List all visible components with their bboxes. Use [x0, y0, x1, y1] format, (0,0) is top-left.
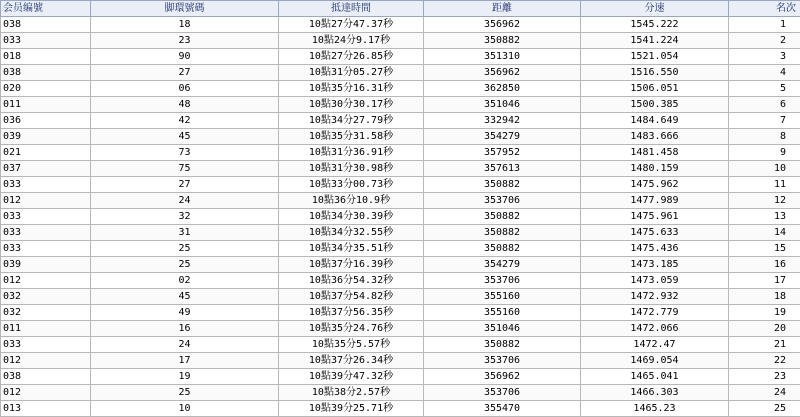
cell-rank: 16 [729, 257, 800, 273]
cell-member: 038 [1, 17, 91, 33]
cell-speed: 1541.224 [581, 33, 729, 49]
cell-rank: 8 [729, 129, 800, 145]
cell-member: 033 [1, 177, 91, 193]
cell-distance: 355160 [424, 289, 581, 305]
cell-member: 038 [1, 369, 91, 385]
cell-member: 020 [1, 81, 91, 97]
cell-speed: 1545.222 [581, 17, 729, 33]
cell-ring: 49 [91, 305, 279, 321]
cell-member: 033 [1, 241, 91, 257]
cell-member: 032 [1, 305, 91, 321]
table-row[interactable] [1, 369, 800, 385]
table-row[interactable] [1, 33, 800, 49]
cell-speed: 1481.458 [581, 145, 729, 161]
cell-member: 039 [1, 129, 91, 145]
cell-time: 10點31分30.98秒 [279, 161, 424, 177]
table-row[interactable] [1, 337, 800, 353]
cell-member: 013 [1, 401, 91, 417]
cell-distance: 354279 [424, 257, 581, 273]
cell-rank: 14 [729, 225, 800, 241]
cell-speed: 1472.779 [581, 305, 729, 321]
cell-rank: 5 [729, 81, 800, 97]
cell-time: 10點35分31.58秒 [279, 129, 424, 145]
cell-ring: 25 [91, 257, 279, 273]
cell-time: 10點34分32.55秒 [279, 225, 424, 241]
cell-rank: 6 [729, 97, 800, 113]
cell-ring: 45 [91, 289, 279, 305]
cell-distance: 350882 [424, 337, 581, 353]
cell-member: 021 [1, 145, 91, 161]
cell-speed: 1477.989 [581, 193, 729, 209]
table-row[interactable] [1, 225, 800, 241]
table-row[interactable] [1, 289, 800, 305]
cell-distance: 354279 [424, 129, 581, 145]
table-row[interactable] [1, 273, 800, 289]
cell-speed: 1475.961 [581, 209, 729, 225]
cell-time: 10點33分00.73秒 [279, 177, 424, 193]
cell-time: 10點27分47.37秒 [279, 17, 424, 33]
cell-time: 10點27分26.85秒 [279, 49, 424, 65]
column-header-time[interactable]: 抵達時間 [279, 1, 424, 17]
cell-member: 036 [1, 113, 91, 129]
table-row[interactable] [1, 145, 800, 161]
cell-member: 011 [1, 321, 91, 337]
cell-speed: 1500.385 [581, 97, 729, 113]
cell-member: 033 [1, 337, 91, 353]
cell-distance: 353706 [424, 193, 581, 209]
cell-distance: 350882 [424, 225, 581, 241]
cell-distance: 357952 [424, 145, 581, 161]
cell-ring: 73 [91, 145, 279, 161]
cell-ring: 24 [91, 193, 279, 209]
cell-distance: 353706 [424, 385, 581, 401]
table-row[interactable] [1, 113, 800, 129]
cell-member: 037 [1, 161, 91, 177]
cell-ring: 06 [91, 81, 279, 97]
cell-ring: 25 [91, 385, 279, 401]
cell-speed: 1473.059 [581, 273, 729, 289]
table-row[interactable] [1, 81, 800, 97]
table-row[interactable] [1, 353, 800, 369]
cell-rank: 2 [729, 33, 800, 49]
cell-time: 10點34分30.39秒 [279, 209, 424, 225]
cell-speed: 1521.054 [581, 49, 729, 65]
cell-member: 011 [1, 97, 91, 113]
cell-ring: 18 [91, 17, 279, 33]
table-row[interactable] [1, 97, 800, 113]
table-row[interactable] [1, 257, 800, 273]
cell-rank: 7 [729, 113, 800, 129]
cell-rank: 23 [729, 369, 800, 385]
cell-ring: 75 [91, 161, 279, 177]
cell-time: 10點34分35.51秒 [279, 241, 424, 257]
cell-speed: 1465.23 [581, 401, 729, 417]
cell-ring: 48 [91, 97, 279, 113]
cell-rank: 21 [729, 337, 800, 353]
cell-ring: 02 [91, 273, 279, 289]
cell-rank: 17 [729, 273, 800, 289]
cell-speed: 1473.185 [581, 257, 729, 273]
cell-time: 10點35分24.76秒 [279, 321, 424, 337]
cell-ring: 42 [91, 113, 279, 129]
table-row[interactable] [1, 129, 800, 145]
cell-speed: 1483.666 [581, 129, 729, 145]
cell-member: 033 [1, 209, 91, 225]
table-row[interactable] [1, 305, 800, 321]
cell-distance: 350882 [424, 209, 581, 225]
table-row[interactable] [1, 209, 800, 225]
cell-rank: 9 [729, 145, 800, 161]
cell-distance: 357613 [424, 161, 581, 177]
table-row[interactable] [1, 241, 800, 257]
cell-ring: 17 [91, 353, 279, 369]
table-row[interactable] [1, 385, 800, 401]
cell-rank: 12 [729, 193, 800, 209]
cell-rank: 1 [729, 17, 800, 33]
cell-distance: 350882 [424, 177, 581, 193]
cell-speed: 1480.159 [581, 161, 729, 177]
cell-time: 10點34分27.79秒 [279, 113, 424, 129]
cell-ring: 90 [91, 49, 279, 65]
cell-rank: 4 [729, 65, 800, 81]
table-row[interactable] [1, 161, 800, 177]
cell-rank: 24 [729, 385, 800, 401]
header-row [1, 1, 800, 17]
cell-time: 10點36分54.32秒 [279, 273, 424, 289]
cell-ring: 10 [91, 401, 279, 417]
cell-member: 039 [1, 257, 91, 273]
cell-time: 10點35分16.31秒 [279, 81, 424, 97]
cell-rank: 3 [729, 49, 800, 65]
cell-rank: 22 [729, 353, 800, 369]
cell-speed: 1506.051 [581, 81, 729, 97]
cell-distance: 362850 [424, 81, 581, 97]
cell-time: 10點24分9.17秒 [279, 33, 424, 49]
table-row[interactable] [1, 65, 800, 81]
cell-rank: 10 [729, 161, 800, 177]
cell-rank: 19 [729, 305, 800, 321]
column-header-distance[interactable]: 距離 [424, 1, 581, 17]
cell-rank: 13 [729, 209, 800, 225]
cell-distance: 355470 [424, 401, 581, 417]
cell-distance: 351046 [424, 321, 581, 337]
cell-speed: 1516.550 [581, 65, 729, 81]
cell-time: 10點37分16.39秒 [279, 257, 424, 273]
cell-distance: 351310 [424, 49, 581, 65]
cell-rank: 11 [729, 177, 800, 193]
table-row[interactable] [1, 193, 800, 209]
table-row[interactable] [1, 321, 800, 337]
cell-ring: 19 [91, 369, 279, 385]
cell-rank: 20 [729, 321, 800, 337]
cell-rank: 25 [729, 401, 800, 417]
cell-distance: 355160 [424, 305, 581, 321]
cell-speed: 1472.47 [581, 337, 729, 353]
cell-member: 032 [1, 289, 91, 305]
cell-speed: 1472.066 [581, 321, 729, 337]
table-row[interactable] [1, 17, 800, 33]
cell-speed: 1484.649 [581, 113, 729, 129]
table-row[interactable] [1, 177, 800, 193]
cell-time: 10點31分05.27秒 [279, 65, 424, 81]
cell-speed: 1465.041 [581, 369, 729, 385]
cell-rank: 18 [729, 289, 800, 305]
cell-time: 10點38分2.57秒 [279, 385, 424, 401]
cell-speed: 1472.932 [581, 289, 729, 305]
cell-ring: 27 [91, 177, 279, 193]
cell-member: 012 [1, 273, 91, 289]
cell-distance: 350882 [424, 241, 581, 257]
cell-distance: 356962 [424, 369, 581, 385]
cell-speed: 1475.436 [581, 241, 729, 257]
cell-time: 10點31分36.91秒 [279, 145, 424, 161]
cell-speed: 1466.303 [581, 385, 729, 401]
cell-distance: 332942 [424, 113, 581, 129]
cell-rank: 15 [729, 241, 800, 257]
cell-member: 038 [1, 65, 91, 81]
cell-speed: 1475.962 [581, 177, 729, 193]
cell-speed: 1469.054 [581, 353, 729, 369]
cell-member: 018 [1, 49, 91, 65]
column-header-ring[interactable]: 脚環號碼 [91, 1, 279, 17]
cell-ring: 31 [91, 225, 279, 241]
cell-time: 10點39分47.32秒 [279, 369, 424, 385]
table-row[interactable] [1, 49, 800, 65]
cell-distance: 356962 [424, 17, 581, 33]
cell-time: 10點35分5.57秒 [279, 337, 424, 353]
cell-member: 012 [1, 353, 91, 369]
cell-ring: 27 [91, 65, 279, 81]
cell-member: 012 [1, 385, 91, 401]
cell-time: 10點37分54.82秒 [279, 289, 424, 305]
column-header-rank[interactable]: 名次 [729, 1, 800, 17]
cell-ring: 24 [91, 337, 279, 353]
cell-time: 10點39分25.71秒 [279, 401, 424, 417]
cell-speed: 1475.633 [581, 225, 729, 241]
cell-ring: 32 [91, 209, 279, 225]
cell-time: 10點30分30.17秒 [279, 97, 424, 113]
cell-member: 033 [1, 225, 91, 241]
cell-time: 10點37分26.34秒 [279, 353, 424, 369]
column-header-speed[interactable]: 分速 [581, 1, 729, 17]
cell-distance: 356962 [424, 65, 581, 81]
cell-distance: 353706 [424, 273, 581, 289]
cell-distance: 350882 [424, 33, 581, 49]
cell-distance: 353706 [424, 353, 581, 369]
cell-ring: 16 [91, 321, 279, 337]
cell-distance: 351046 [424, 97, 581, 113]
cell-member: 033 [1, 33, 91, 49]
cell-ring: 23 [91, 33, 279, 49]
cell-time: 10點37分56.35秒 [279, 305, 424, 321]
cell-ring: 45 [91, 129, 279, 145]
table-row[interactable] [1, 401, 800, 417]
cell-time: 10點36分10.9秒 [279, 193, 424, 209]
column-header-member[interactable]: 会员编號 [1, 1, 91, 17]
cell-ring: 25 [91, 241, 279, 257]
cell-member: 012 [1, 193, 91, 209]
